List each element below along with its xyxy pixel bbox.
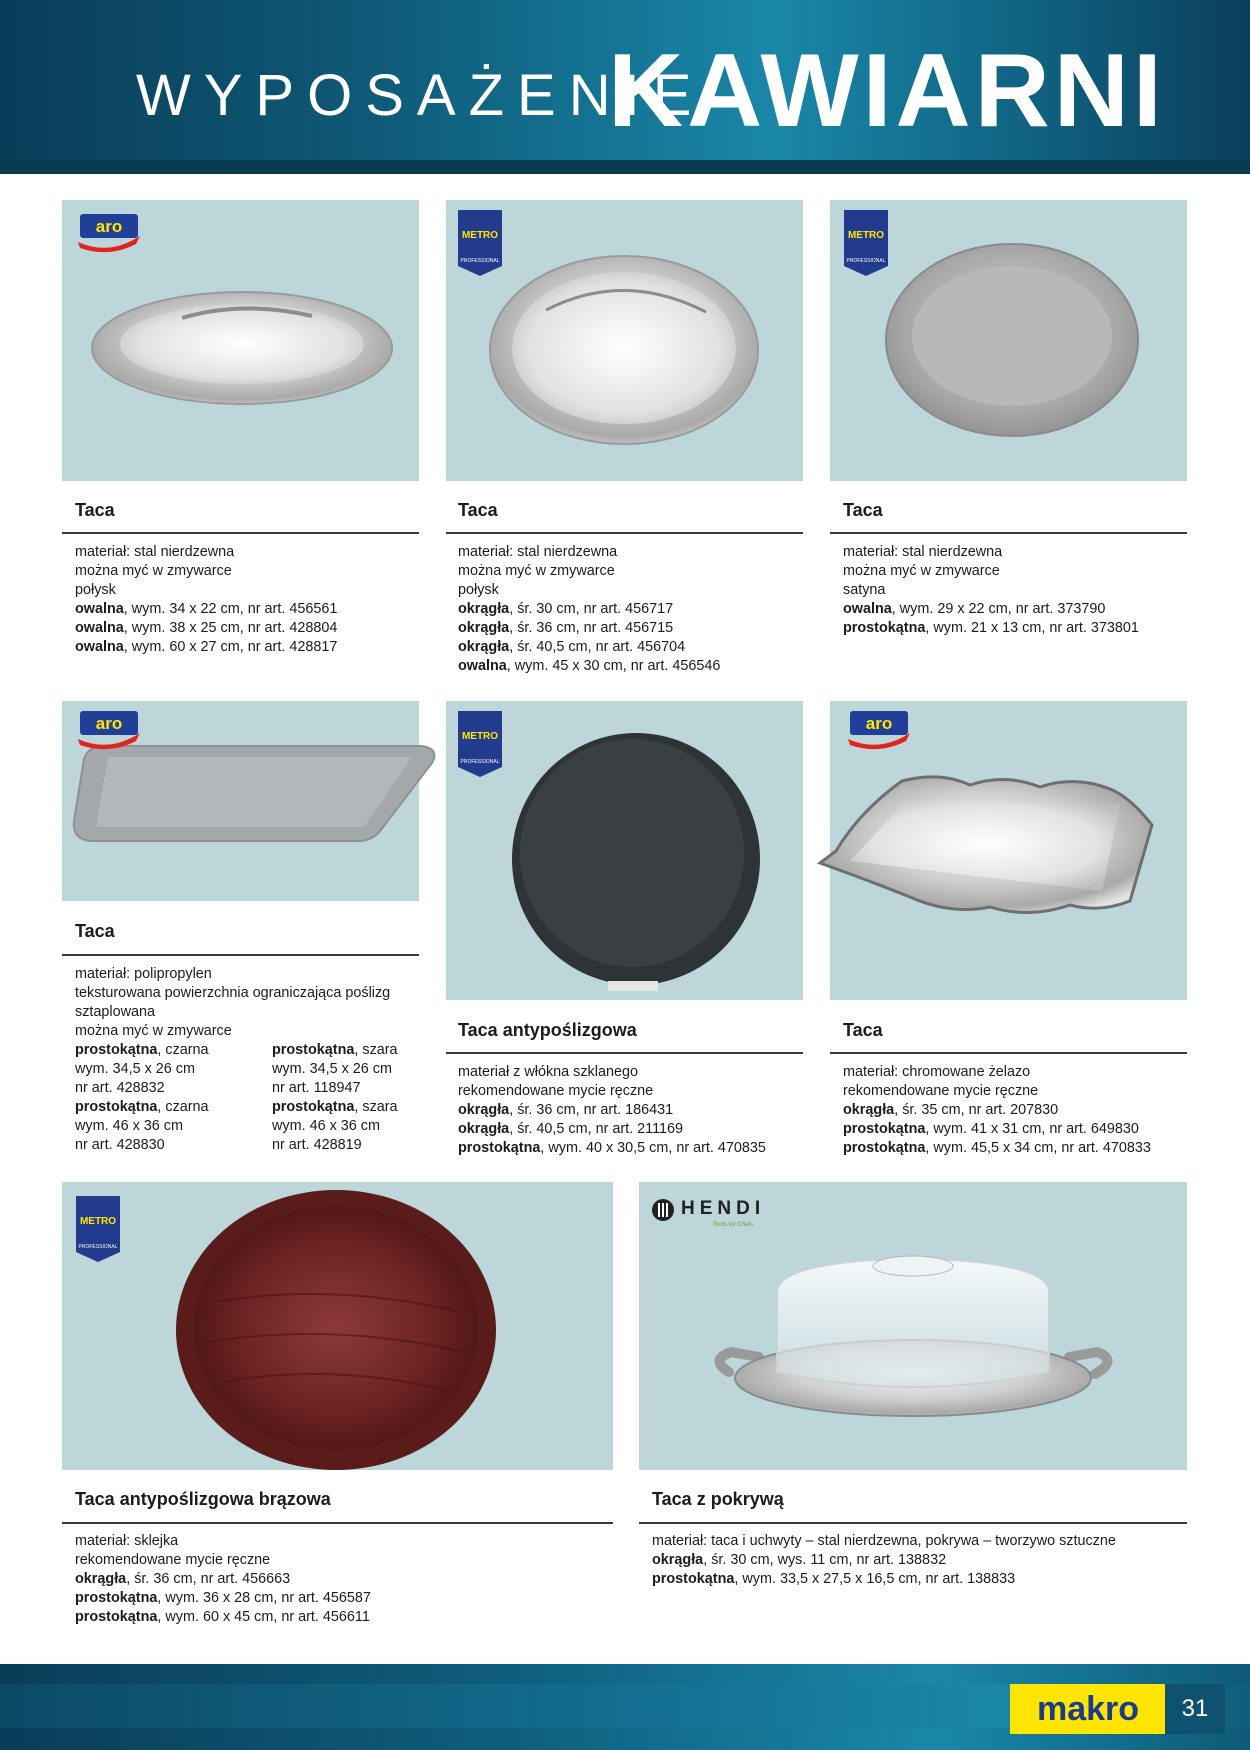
variant-column-right: prostokątna, szara wym. 34,5 x 26 cm nr art. 118947 prostokątna, szara wym. 46 x 36 cm nr art. 428819 xyxy=(272,1042,398,1153)
spec-line: można myć w zmywarce xyxy=(75,563,232,579)
spec-line: materiał: sklejka xyxy=(75,1533,179,1549)
spec-line: materiał z włókna szklanego xyxy=(458,1064,638,1080)
aro-logo-icon xyxy=(74,212,144,254)
product-image-7 xyxy=(62,1182,613,1470)
svg-text:PROFESSIONAL: PROFESSIONAL xyxy=(846,258,886,264)
metro-professional-logo-icon xyxy=(844,210,888,276)
metro-professional-logo-icon xyxy=(76,1196,120,1262)
variant-line: owalna, wym. 45 x 30 cm, nr art. 456546 xyxy=(458,658,721,674)
spec-line: satyna xyxy=(843,582,886,598)
variant-line: prostokątna, wym. 40 x 30,5 cm, nr art. 470835 xyxy=(458,1140,766,1156)
spec-line: rekomendowane mycie ręczne xyxy=(458,1083,654,1099)
hendi-logo-text: HENDI xyxy=(681,1198,766,1219)
variant-line: okrągła, śr. 40,5 cm, nr art. 456704 xyxy=(458,639,686,655)
title-rule-8 xyxy=(639,1522,1187,1524)
product-image-5 xyxy=(446,701,803,1000)
product-specs-3 xyxy=(843,543,1139,638)
variant-line: prostokątna, wym. 41 x 31 cm, nr art. 649830 xyxy=(843,1121,1139,1137)
variant-line: okrągła, śr. 36 cm, nr art. 456663 xyxy=(75,1571,291,1587)
product-title-3: Taca xyxy=(843,500,883,520)
variant-line: okrągła, śr. 30 cm, wys. 11 cm, nr art. 138832 xyxy=(652,1552,947,1568)
product-title-7: Taca antypoślizgowa brązowa xyxy=(75,1489,331,1509)
product-specs-1 xyxy=(75,543,337,657)
svg-text:aro: aro xyxy=(95,714,123,733)
makro-logo-text: makro xyxy=(1036,1690,1140,1728)
product-specs-5 xyxy=(458,1063,766,1158)
spec-line: materiał: taca i uchwyty – stal nierdzewna, pokrywa – tworzywo sztuczne xyxy=(652,1533,1116,1549)
spec-line: materiał: stal nierdzewna xyxy=(75,544,235,560)
spec-line: można myć w zmywarce xyxy=(843,563,1000,579)
title-rule-4 xyxy=(62,954,419,956)
product-title-1: Taca xyxy=(75,500,115,520)
variant-line: okrągła, śr. 36 cm, nr art. 186431 xyxy=(458,1102,674,1118)
metro-professional-logo-icon xyxy=(458,210,502,276)
spec-line: materiał: stal nierdzewna xyxy=(843,544,1003,560)
svg-text:METRO: METRO xyxy=(461,731,499,742)
svg-text:PROFESSIONAL: PROFESSIONAL xyxy=(78,1244,118,1250)
variant-line: prostokątna, wym. 45,5 x 34 cm, nr art. 470833 xyxy=(843,1140,1151,1156)
svg-text:aro: aro xyxy=(865,714,893,733)
spec-line: sztaplowana xyxy=(75,1004,155,1020)
product-title-4: Taca xyxy=(75,921,115,941)
header-title-bold: KAWIARNI xyxy=(608,33,1166,149)
product-specs-8 xyxy=(652,1532,1116,1589)
variant-line: owalna, wym. 60 x 27 cm, nr art. 428817 xyxy=(75,639,338,655)
product-image-2 xyxy=(446,200,803,481)
variant-line: okrągła, śr. 35 cm, nr art. 207830 xyxy=(843,1102,1059,1118)
variant-line: prostokątna, wym. 21 x 13 cm, nr art. 373801 xyxy=(843,620,1139,636)
product-title-8: Taca z pokrywą xyxy=(652,1489,784,1509)
product-image-6 xyxy=(830,701,1187,1000)
variant-line: okrągła, śr. 40,5 cm, nr art. 211169 xyxy=(458,1121,684,1137)
product-image-3 xyxy=(830,200,1187,481)
variant-line: owalna, wym. 34 x 22 cm, nr art. 456561 xyxy=(75,601,338,617)
product-specs-2 xyxy=(458,543,720,676)
page-number: 31 xyxy=(1165,1684,1225,1734)
wooden-antislip-tray-illustration xyxy=(62,1182,613,1470)
title-rule-3 xyxy=(830,532,1187,534)
svg-text:PROFESSIONAL: PROFESSIONAL xyxy=(460,258,500,264)
spec-line: materiał: stal nierdzewna xyxy=(458,544,618,560)
header-strip xyxy=(0,160,1250,174)
variant-line: prostokątna, wym. 36 x 28 cm, nr art. 456587 xyxy=(75,1590,371,1606)
aro-logo-icon xyxy=(74,709,144,751)
aro-logo-icon xyxy=(844,709,914,751)
header-title-light: WYPOSAŻENIE xyxy=(136,63,705,128)
svg-text:aro: aro xyxy=(95,217,123,236)
title-rule-2 xyxy=(446,532,803,534)
product-image-4 xyxy=(62,701,419,901)
title-rule-6 xyxy=(830,1052,1187,1054)
product-title-5: Taca antypoślizgowa xyxy=(458,1020,637,1040)
product-specs-4 xyxy=(75,965,420,1153)
variant-line: okrągła, śr. 36 cm, nr art. 456715 xyxy=(458,620,674,636)
product-image-8 xyxy=(639,1182,1187,1470)
metro-professional-logo-icon xyxy=(458,711,502,777)
spec-line: materiał: polipropylen xyxy=(75,966,212,982)
spec-line: materiał: chromowane żelazo xyxy=(843,1064,1031,1080)
svg-text:METRO: METRO xyxy=(847,230,885,241)
spec-line: rekomendowane mycie ręczne xyxy=(843,1083,1039,1099)
svg-text:METRO: METRO xyxy=(79,1216,117,1227)
product-title-2: Taca xyxy=(458,500,498,520)
hendi-tagline: Tools for Chefs xyxy=(713,1222,754,1228)
variant-line: okrągła, śr. 30 cm, nr art. 456717 xyxy=(458,601,674,617)
spec-line: rekomendowane mycie ręczne xyxy=(75,1552,271,1568)
product-specs-7 xyxy=(75,1532,371,1627)
variant-line: prostokątna, wym. 33,5 x 27,5 x 16,5 cm, nr art. 138833 xyxy=(652,1571,1016,1587)
product-specs-6 xyxy=(843,1063,1151,1158)
hendi-logo-icon xyxy=(651,1198,675,1222)
title-rule-5 xyxy=(446,1052,803,1054)
spec-line: połysk xyxy=(458,582,499,598)
product-title-6: Taca xyxy=(843,1020,883,1040)
spec-line: można myć w zmywarce xyxy=(458,563,615,579)
variant-line: owalna, wym. 38 x 25 cm, nr art. 428804 xyxy=(75,620,338,636)
variant-columns xyxy=(75,1041,420,1153)
title-rule-7 xyxy=(62,1522,613,1524)
product-image-1 xyxy=(62,200,419,481)
spec-line: połysk xyxy=(75,582,116,598)
variant-column-left: prostokątna, czarna wym. 34,5 x 26 cm nr art. 428832 prostokątna, czarna wym. 46 x 36 cm nr art. 428830 xyxy=(75,1042,209,1153)
svg-text:PROFESSIONAL: PROFESSIONAL xyxy=(460,759,500,765)
svg-text:METRO: METRO xyxy=(461,230,499,241)
spec-line: teksturowana powierzchnia ograniczająca poślizg xyxy=(75,985,391,1001)
variant-line: owalna, wym. 29 x 22 cm, nr art. 373790 xyxy=(843,601,1106,617)
spec-line: można myć w zmywarce xyxy=(75,1023,232,1039)
title-rule-1 xyxy=(62,532,419,534)
variant-line: prostokątna, wym. 60 x 45 cm, nr art. 456611 xyxy=(75,1609,370,1625)
